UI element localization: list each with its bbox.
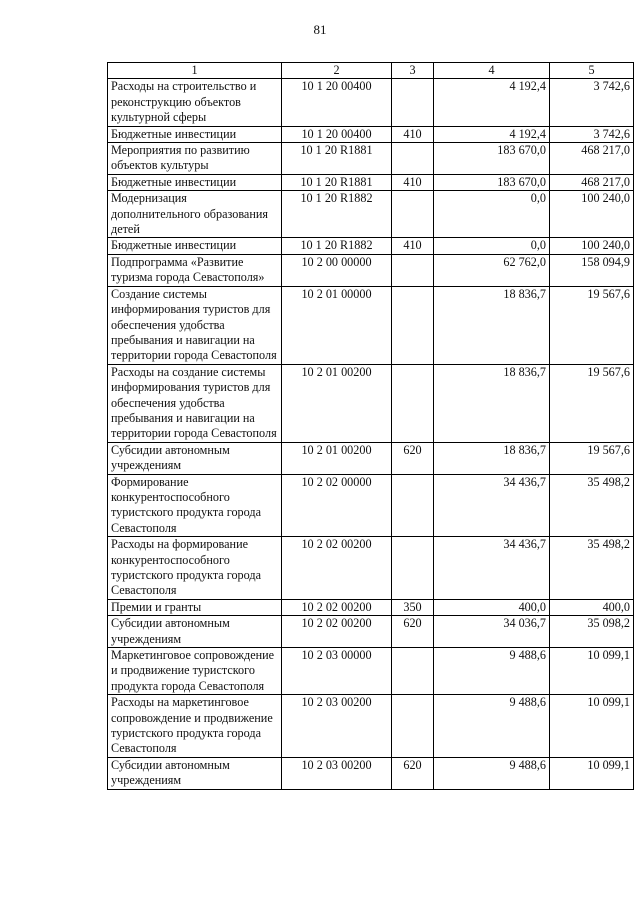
row-name-cell: Субсидии автономным учреждениям [108, 442, 282, 474]
row-value-2021-cell: 19 567,6 [550, 364, 634, 442]
row-value-2021-cell: 158 094,9 [550, 254, 634, 286]
table-row [108, 79, 634, 126]
table-row [108, 143, 634, 175]
row-type-cell: 410 [392, 174, 434, 190]
row-type-cell: 410 [392, 126, 434, 142]
row-value-2021-cell: 400,0 [550, 599, 634, 615]
table-row [108, 757, 634, 789]
table-row [108, 599, 634, 615]
row-name-cell: Подпрограмма «Развитие туризма города Севастополя» [108, 254, 282, 286]
budget-table [107, 62, 634, 790]
row-value-2020-cell: 9 488,6 [434, 757, 550, 789]
row-value-2021-cell: 100 240,0 [550, 238, 634, 254]
row-code-cell: 10 2 03 00000 [282, 648, 392, 695]
row-name-cell: Бюджетные инвестиции [108, 238, 282, 254]
row-name-cell: Расходы на маркетинговое сопровождение и продвижение туристского продукта города Севастополя [108, 695, 282, 758]
row-value-2021-cell: 3 742,6 [550, 126, 634, 142]
row-type-cell [392, 474, 434, 537]
row-code-cell: 10 2 02 00200 [282, 537, 392, 600]
table-row [108, 238, 634, 254]
table-row [108, 174, 634, 190]
header-cell: 5 [550, 63, 634, 79]
row-value-2021-cell: 10 099,1 [550, 757, 634, 789]
row-value-2020-cell: 4 192,4 [434, 79, 550, 126]
row-value-2021-cell: 35 498,2 [550, 537, 634, 600]
row-code-cell: 10 2 02 00200 [282, 599, 392, 615]
row-type-cell [392, 286, 434, 364]
row-code-cell: 10 2 03 00200 [282, 695, 392, 758]
row-code-cell: 10 1 20 00400 [282, 126, 392, 142]
table-row [108, 442, 634, 474]
row-code-cell: 10 1 20 00400 [282, 79, 392, 126]
row-code-cell: 10 1 20 R1881 [282, 174, 392, 190]
row-value-2021-cell: 35 098,2 [550, 616, 634, 648]
row-type-cell [392, 364, 434, 442]
header-cell: 3 [392, 63, 434, 79]
table-row [108, 191, 634, 238]
row-type-cell [392, 648, 434, 695]
row-value-2021-cell: 100 240,0 [550, 191, 634, 238]
row-code-cell: 10 2 01 00200 [282, 442, 392, 474]
row-value-2020-cell: 62 762,0 [434, 254, 550, 286]
row-name-cell: Расходы на создание системы информирования туристов для обеспечения удобства пребывания и навигации на территории города Севастополя [108, 364, 282, 442]
row-name-cell: Субсидии автономным учреждениям [108, 757, 282, 789]
row-value-2021-cell: 10 099,1 [550, 695, 634, 758]
row-value-2020-cell: 18 836,7 [434, 364, 550, 442]
row-name-cell: Бюджетные инвестиции [108, 126, 282, 142]
page-number: 81 [313, 22, 327, 37]
row-type-cell [392, 191, 434, 238]
row-value-2021-cell: 19 567,6 [550, 286, 634, 364]
row-value-2020-cell: 0,0 [434, 191, 550, 238]
row-name-cell: Формирование конкурентоспособного туристского продукта города Севастополя [108, 474, 282, 537]
row-code-cell: 10 2 01 00200 [282, 364, 392, 442]
row-type-cell: 620 [392, 442, 434, 474]
row-name-cell: Бюджетные инвестиции [108, 174, 282, 190]
row-name-cell: Создание системы информирования туристов для обеспечения удобства пребывания и навигации на территории города Севастополя [108, 286, 282, 364]
row-type-cell [392, 143, 434, 175]
table-row [108, 616, 634, 648]
row-name-cell: Расходы на формирование конкурентоспособного туристского продукта города Севастополя [108, 537, 282, 600]
header-cell: 1 [108, 63, 282, 79]
row-type-cell [392, 695, 434, 758]
row-value-2021-cell: 10 099,1 [550, 648, 634, 695]
table-row [108, 537, 634, 600]
row-code-cell: 10 2 01 00000 [282, 286, 392, 364]
row-type-cell: 620 [392, 757, 434, 789]
row-value-2020-cell: 18 836,7 [434, 442, 550, 474]
row-value-2021-cell: 468 217,0 [550, 143, 634, 175]
table-row [108, 648, 634, 695]
table-row [108, 695, 634, 758]
row-type-cell [392, 254, 434, 286]
header-cell: 4 [434, 63, 550, 79]
row-value-2020-cell: 4 192,4 [434, 126, 550, 142]
row-name-cell: Маркетинговое сопровождение и продвижение туристского продукта города Севастополя [108, 648, 282, 695]
row-code-cell: 10 1 20 R1881 [282, 143, 392, 175]
row-value-2020-cell: 183 670,0 [434, 174, 550, 190]
row-type-cell [392, 79, 434, 126]
row-value-2020-cell: 183 670,0 [434, 143, 550, 175]
row-name-cell: Премии и гранты [108, 599, 282, 615]
header-cell: 2 [282, 63, 392, 79]
row-value-2020-cell: 400,0 [434, 599, 550, 615]
table-row [108, 286, 634, 364]
row-name-cell: Модернизация дополнительного образования детей [108, 191, 282, 238]
row-value-2021-cell: 35 498,2 [550, 474, 634, 537]
row-value-2020-cell: 0,0 [434, 238, 550, 254]
row-value-2021-cell: 468 217,0 [550, 174, 634, 190]
row-name-cell: Субсидии автономным учреждениям [108, 616, 282, 648]
row-value-2020-cell: 9 488,6 [434, 648, 550, 695]
row-type-cell [392, 537, 434, 600]
row-code-cell: 10 2 03 00200 [282, 757, 392, 789]
row-value-2020-cell: 18 836,7 [434, 286, 550, 364]
row-type-cell: 410 [392, 238, 434, 254]
row-value-2020-cell: 34 036,7 [434, 616, 550, 648]
row-code-cell: 10 1 20 R1882 [282, 191, 392, 238]
row-value-2020-cell: 34 436,7 [434, 537, 550, 600]
row-code-cell: 10 2 02 00200 [282, 616, 392, 648]
table-header-row [108, 63, 634, 79]
row-value-2020-cell: 34 436,7 [434, 474, 550, 537]
row-value-2020-cell: 9 488,6 [434, 695, 550, 758]
row-value-2021-cell: 3 742,6 [550, 79, 634, 126]
table-row [108, 126, 634, 142]
row-code-cell: 10 1 20 R1882 [282, 238, 392, 254]
row-code-cell: 10 2 00 00000 [282, 254, 392, 286]
row-name-cell: Мероприятия по развитию объектов культуры [108, 143, 282, 175]
row-type-cell: 350 [392, 599, 434, 615]
row-type-cell: 620 [392, 616, 434, 648]
row-code-cell: 10 2 02 00000 [282, 474, 392, 537]
table-row [108, 474, 634, 537]
table-row [108, 254, 634, 286]
row-value-2021-cell: 19 567,6 [550, 442, 634, 474]
table-row [108, 364, 634, 442]
row-name-cell: Расходы на строительство и реконструкцию объектов культурной сферы [108, 79, 282, 126]
